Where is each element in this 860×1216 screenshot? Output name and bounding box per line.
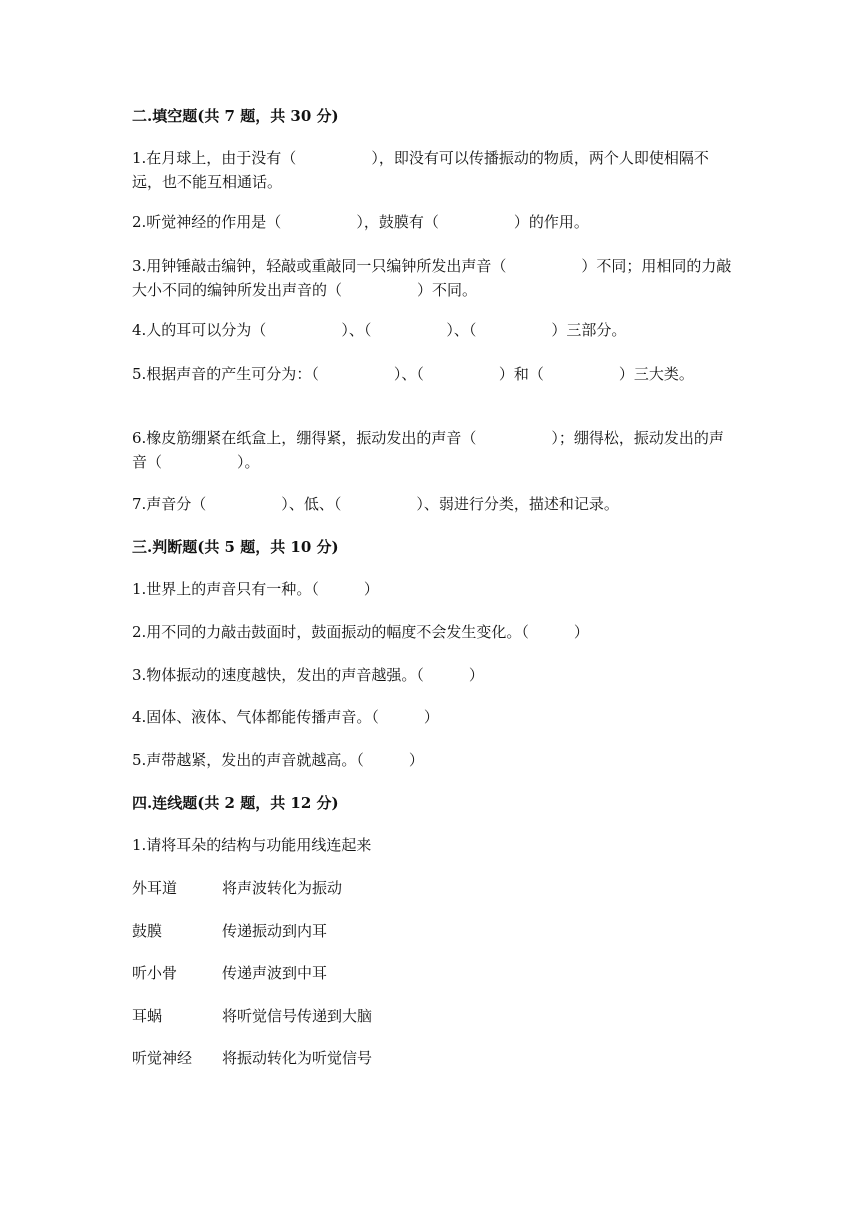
question-text: 1.请将耳朵的结构与功能用线连起来: [132, 836, 372, 854]
question-item: [132, 833, 732, 857]
matching-structure: 外耳道: [132, 879, 178, 897]
question-item: [132, 577, 732, 601]
section-heading: 四.连线题(共 2 题，共 12 分): [132, 794, 339, 812]
section-true-false: [132, 535, 732, 559]
matching-function: 传递声波到中耳: [222, 964, 328, 982]
matching-row: [132, 1046, 732, 1070]
question-item: [132, 705, 732, 729]
question-item: [132, 362, 732, 386]
question-item: [132, 210, 732, 234]
question-text: 3.用钟锤敲击编钟，轻敲或重敲同一只编钟所发出声音（ ）不同；用相同的力敲大小不同的编钟所发出声音的（ ）不同。: [132, 257, 732, 299]
section-matching: [132, 791, 732, 815]
question-item: [132, 620, 732, 644]
question-text: 1.在月球上，由于没有（ ），即没有可以传播振动的物质，两个人即使相隔不远，也不能互相通话。: [132, 149, 709, 191]
matching-row: [132, 1004, 732, 1028]
question-text: 5.声带越紧，发出的声音就越高。（ ）: [132, 751, 424, 769]
question-text: 7.声音分（ ）、低、（ ）、弱进行分类，描述和记录。: [132, 495, 619, 513]
question-text: 5.根据声音的产生可分为：（ ）、（ ）和（ ）三大类。: [132, 365, 694, 383]
matching-row: [132, 961, 732, 985]
question-item: [132, 663, 732, 687]
question-text: 6.橡皮筋绷紧在纸盒上，绷得紧，振动发出的声音（ ）；绷得松，振动发出的声音（ ）。: [132, 429, 724, 471]
question-text: 3.物体振动的速度越快，发出的声音越强。（ ）: [132, 666, 484, 684]
matching-row: [132, 876, 732, 900]
question-text: 1.世界上的声音只有一种。（ ）: [132, 580, 379, 598]
question-item: [132, 492, 732, 516]
matching-function: 将声波转化为振动: [222, 879, 343, 897]
matching-function: 将振动转化为听觉信号: [222, 1049, 373, 1067]
matching-function: 传递振动到内耳: [222, 922, 328, 940]
question-item: [132, 318, 732, 342]
question-item: [132, 748, 732, 772]
section-heading: 三.判断题(共 5 题，共 10 分): [132, 538, 339, 556]
matching-structure: 耳蜗: [132, 1007, 163, 1025]
section-heading: 二.填空题(共 7 题，共 30 分): [132, 107, 339, 125]
question-text: 4.固体、液体、气体都能传播声音。（ ）: [132, 708, 439, 726]
question-text: 4.人的耳可以分为（ ）、（ ）、（ ）三部分。: [132, 321, 627, 339]
question-text: 2.用不同的力敲击鼓面时，鼓面振动的幅度不会发生变化。（ ）: [132, 623, 589, 641]
matching-function: 将听觉信号传递到大脑: [222, 1007, 373, 1025]
question-item: [132, 426, 732, 474]
matching-structure: 听觉神经: [132, 1049, 193, 1067]
matching-structure: 听小骨: [132, 964, 178, 982]
question-item: [132, 254, 732, 302]
matching-row: [132, 919, 732, 943]
question-text: 2.听觉神经的作用是（ ），鼓膜有（ ）的作用。: [132, 213, 589, 231]
matching-structure: 鼓膜: [132, 922, 163, 940]
question-item: [132, 146, 732, 194]
section-fill-blank: [132, 104, 732, 128]
